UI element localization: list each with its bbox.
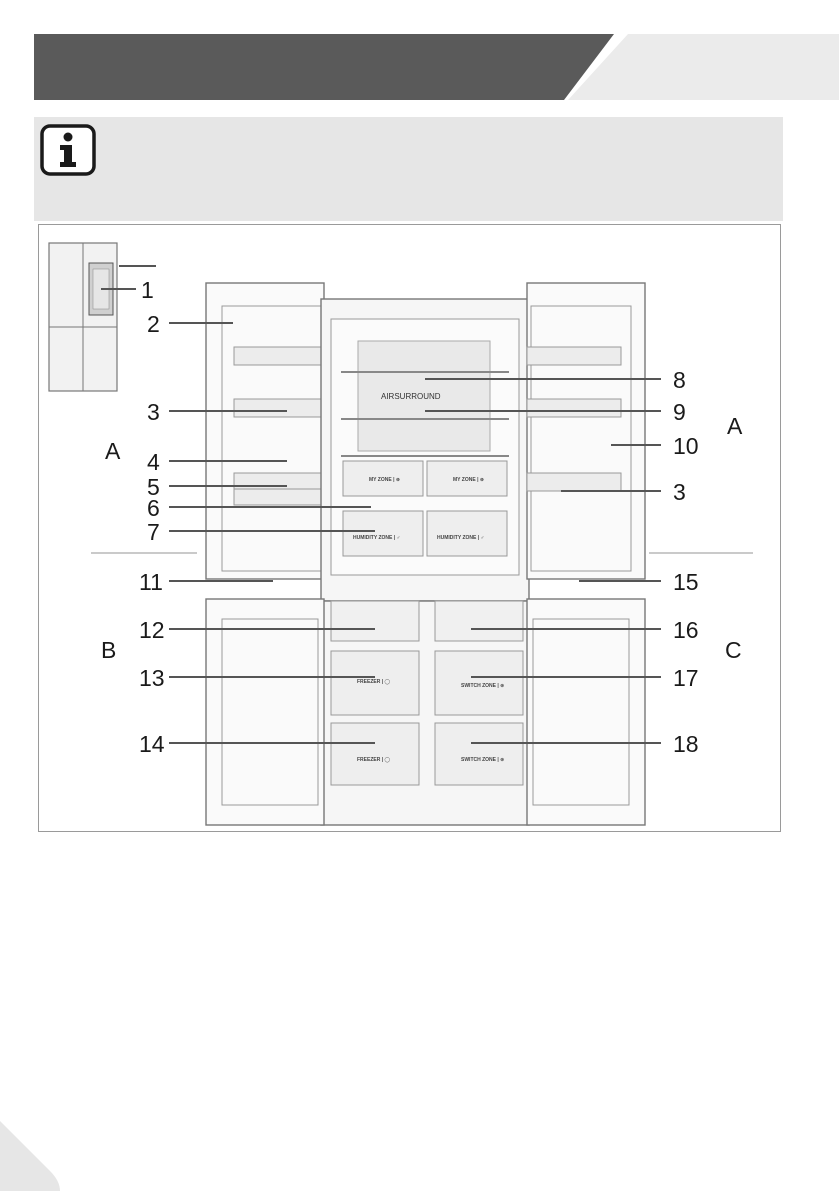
- section-header-bar: [34, 34, 614, 100]
- callout-4: 4: [147, 449, 160, 475]
- left-door-bottom: [206, 599, 324, 825]
- info-icon: [40, 124, 96, 176]
- fridge-diagram: [39, 225, 780, 831]
- callout-1: 1: [141, 277, 154, 303]
- drawer-label-switch-2: SWITCH ZONE | ⊛: [461, 757, 505, 763]
- brand-label: AIRSURROUND: [381, 392, 441, 401]
- info-note-box: [34, 117, 783, 221]
- drawer-label-freezer-1: FREEZER | ◯: [357, 679, 391, 685]
- zone-c: C: [725, 637, 742, 663]
- fridge-thumbnail: [49, 243, 117, 391]
- page-corner-tab: [0, 1121, 70, 1191]
- drawer-label-humidity-right: HUMIDITY ZONE | ♂: [437, 535, 485, 541]
- callout-6: 6: [147, 495, 160, 521]
- left-door-top: [206, 283, 328, 579]
- right-door-top: [527, 283, 645, 579]
- zone-b: B: [101, 637, 117, 663]
- callout-3-right: 3: [673, 479, 686, 505]
- drawer-label-my-zone-left: MY ZONE | ⊕: [369, 477, 401, 483]
- callout-7: 7: [147, 519, 160, 545]
- drawer-label-switch-1: SWITCH ZONE | ⊛: [461, 683, 505, 689]
- callout-15: 15: [673, 569, 699, 595]
- drawer-label-humidity-left: HUMIDITY ZONE | ♂: [353, 535, 401, 541]
- section-header-tab: [568, 34, 839, 100]
- callout-5: 5: [147, 474, 160, 500]
- callout-16: 16: [673, 617, 699, 643]
- callout-8: 8: [673, 367, 686, 393]
- callout-13: 13: [139, 665, 165, 691]
- callout-3-left: 3: [147, 399, 160, 425]
- zone-a-left: A: [105, 438, 121, 464]
- callout-12: 12: [139, 617, 165, 643]
- callout-18: 18: [673, 731, 699, 757]
- drawer-label-my-zone-right: MY ZONE | ⊕: [453, 477, 485, 483]
- fridge-parts-figure: [38, 224, 781, 832]
- callout-9: 9: [673, 399, 686, 425]
- zone-a-right: A: [727, 413, 743, 439]
- right-door-bottom: [527, 599, 645, 825]
- callout-14: 14: [139, 731, 165, 757]
- fridge-cabinet: [321, 299, 529, 825]
- callout-2: 2: [147, 311, 160, 337]
- callout-17: 17: [673, 665, 699, 691]
- callout-10: 10: [673, 433, 699, 459]
- drawer-label-freezer-2: FREEZER | ◯: [357, 757, 391, 763]
- callout-11: 11: [139, 569, 163, 595]
